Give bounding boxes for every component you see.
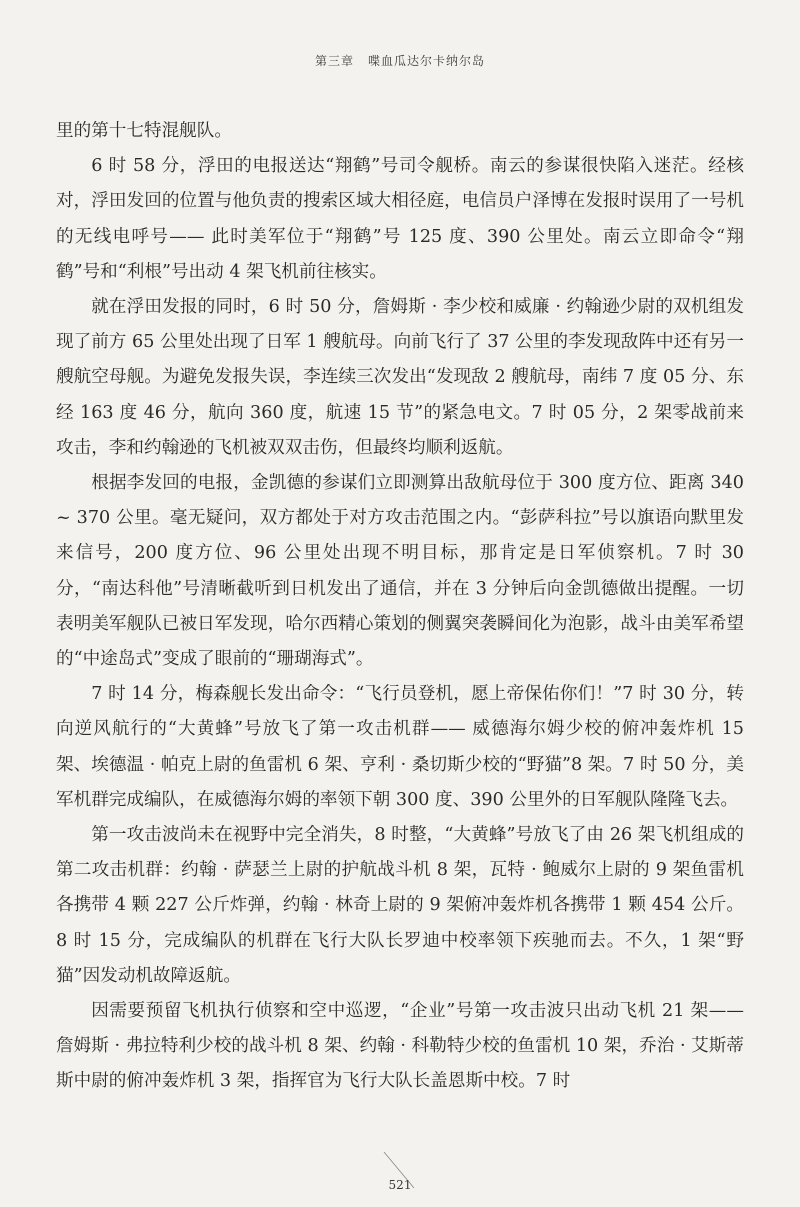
chapter-title: 喋血瓜达尔卡纳尔岛: [368, 54, 486, 68]
paragraph: 因需要预留飞机执行侦察和空中巡逻，“企业”号第一攻击波只出动飞机 21 架—— 詹姆斯 · 弗拉特利少校的战斗机 8 架、约翰 · 科勒特少校的鱼雷机 10 架，乔治 · 艾斯蒂斯中尉的俯冲轰炸机 3 架，指挥官为飞行大队长盖恩斯中校。7 时: [56, 1001, 744, 1092]
paragraph: 根据李发回的电报，金凯德的参谋们立即测算出敌航母位于 300 度方位、距离 340 ~ 370 公里。毫无疑问，双方都处于对方攻击范围之内。“彭萨科拉”号以旗语向默里发来信号，200 度方位、96 公里处出现不明目标，那肯定是日军侦察机。7 时 30 分，“南达科他”号清晰截听到日机发出了通信，并在 3 分钟后向金凯德做出提醒。一切表明美军舰队已被日军发现，哈尔西精心策划的侧翼突袭瞬间化为泡影，战斗由美军希望的“中途岛式”变成了眼前的“珊瑚海式”。: [56, 473, 744, 670]
paragraph: 第一攻击波尚未在视野中完全消失，8 时整，“大黄蜂”号放飞了由 26 架飞机组成的第二攻击机群：约翰 · 萨瑟兰上尉的护航战斗机 8 架，瓦特 · 鲍威尔上尉的 9 架鱼雷机各携带 4 颗 227 公斤炸弹，约翰 · 林奇上尉的 9 架俯冲轰炸机各携带 1 颗 454 公斤。8 时 15 分，完成编队的机群在飞行大队长罗迪中校率领下疾驰而去。不久，1 架“野猫”因发动机故障返航。: [56, 825, 744, 986]
paragraph: 7 时 14 分，梅森舰长发出命令：“飞行员登机，愿上帝保佑你们！”7 时 30 分，转向逆风航行的“大黄蜂”号放飞了第一攻击机群—— 威德海尔姆少校的俯冲轰炸机 15 架、埃德温 · 帕克上尉的鱼雷机 6 架、亨利 · 桑切斯少校的“野猫”8 架。7 时 50 分，美军机群完成编队，在威德海尔姆的率领下朝 300 度、390 公里外的日军舰队隆隆飞去。: [56, 684, 744, 810]
paragraph: 6 时 58 分，浮田的电报送达“翔鹤”号司令舰桥。南云的参谋很快陷入迷茫。经核对，浮田发回的位置与他负责的搜索区域大相径庭，电信员户泽博在发报时误用了一号机的无线电呼号—— 此时美军位于“翔鹤”号 125 度、390 公里处。南云立即命令“翔鹤”号和“利根”号出动 4 架飞机前往核实。: [56, 156, 744, 282]
paragraph: 就在浮田发报的同时，6 时 50 分，詹姆斯 · 李少校和威廉 · 约翰逊少尉的双机组发现了前方 65 公里处出现了日军 1 艘航母。向前飞行了 37 公里的李发现敌阵中还有另一艘航空母舰。为避免发报失误，李连续三次发出“发现敌 2 艘航母，南纬 7 度 05 分、东经 163 度 46 分，航向 360 度，航速 15 节”的紧急电文。7 时 05 分，2 架零战前来攻击，李和约翰逊的飞机被双双击伤，但最终均顺利返航。: [56, 297, 744, 458]
running-header: [0, 52, 800, 69]
page-number: 521: [388, 1178, 412, 1192]
chapter-label: 第三章: [314, 54, 354, 68]
paragraph: 里的第十七特混舰队。: [56, 121, 232, 141]
body-text: [56, 114, 744, 1100]
